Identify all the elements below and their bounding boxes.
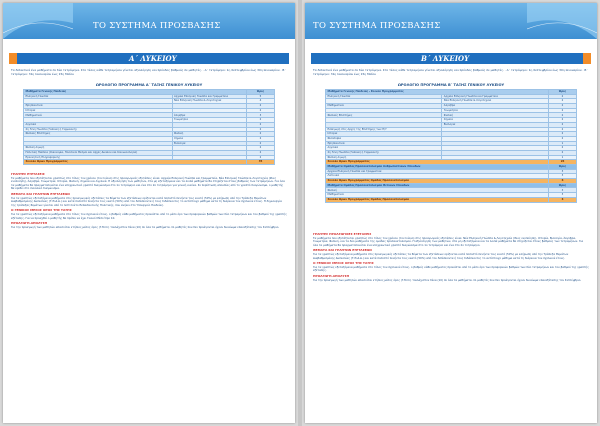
hours-cell: 2 (247, 141, 275, 146)
text-section (11, 209, 287, 220)
hours-cell: Ώρες (247, 90, 275, 95)
section-text: Για τα γραπτώς εξεταζόμενα μαθήματα στο τέλος του σχολικού έτους, ο βαθμός κάθε μαθήματος προκύπτει από το μέσο όρο των προφορικών βαθμών των δύο τετραμήνων και του βαθμού της γραπτής εξέτασης. Για να προαχθεί ο μαθητής θα πρέπει να έχει Γενικό Μέσο Όρο 10. (11, 211, 287, 220)
section-heading: ΓΡΑΠΤΕΣ ΠΡΟΑΓΩΓΙΚΕΣ ΕΞΕΤΑΣΕΙΣ (313, 232, 372, 236)
hours-cell: 2 (549, 150, 577, 155)
subject-cell: Πολιτική Παιδεία (Οικονομία, Πολιτικοί Θεσμοί και Αρχές Δικαίου και Κοινωνιολογία) (24, 150, 173, 155)
subject-cell: Λατινικά (326, 174, 549, 179)
left-header-title: ΤΟ ΣΥΣΤΗΜΑ ΠΡΟΣΒΑΣΗΣ (93, 21, 221, 31)
hours-cell: 2 (549, 104, 577, 109)
subject-cell: Ιστορία (24, 108, 173, 113)
wave-decoration-icon (3, 3, 73, 39)
hours-cell: 2 (549, 99, 577, 104)
hours-cell: 2 (247, 108, 275, 113)
text-section (313, 249, 589, 260)
subject-cell: Φυσικές Επιστήμες (24, 132, 173, 137)
left-header-bar (3, 3, 295, 39)
subject-cell: Θρησκευτικά (326, 141, 442, 146)
hours-cell: 3 (549, 188, 577, 193)
text-section (313, 262, 589, 273)
right-page (305, 3, 597, 423)
orange-tab (9, 53, 17, 64)
subject-cell: Άλγεβρα (172, 113, 246, 118)
subject-cell: Σύνολο Ωρών Προγράμματος (326, 160, 549, 165)
hours-cell: Ώρες (549, 165, 577, 170)
hours-cell: 2 (247, 122, 275, 127)
page-binding (298, 0, 302, 426)
subject-cell: Φυσική (442, 113, 549, 118)
subject-cell: Βιολογία (172, 141, 246, 146)
section-heading: Ο ΓΕΝΙΚΟΣ ΜΕΣΟΣ ΟΡΟΣ ΤΗΣ ΤΑΞΗΣ (11, 208, 72, 213)
section-text: Τα μαθήματα που εξετάζονται γραπτώς στο τέλος του χρόνου (τον Ιούνιο) στις προαγωγικές εξετάσεις είναι: Αρχαία Ελληνική Γλώσσα και Γραμματεία, Νέα Ελληνική Γλώσσα & Λογοτεχνία (Ιδιες ενοποίηση), Άλγεβρα, Γεωμετρία, Ιστορία, Φυσική, Χημεία και Αγγλικά. Η αξιολόγηση των μαθητών, στα μη εξεταζόμενα και τα λοιπά μαθήματα θα στηρίζεται στους βαθμούς των τετραμήνων. Για όλα τα μαθήματα θα πραγματοποιείται ένα υποχρεωτικό γραπτό διαγώνισμα στο 1ο τετράμηνο και ένα στο 2ο τετράμηνο για γενική εικόνα. Σε περίπτωση απουσίας από το γραπτό διαγώνισμα, ο μαθητής θα κριθεί στο συνολικό διαγώνισμα. (11, 175, 285, 191)
section-text: Για τα γραπτώς εξεταζόμενα μαθήματα στο τέλος του σχολικού έτους, ο βαθμός κάθε μαθήματος προκύπτει από το μέσο όρο των προφορικών βαθμών των δύο τετραμήνων και του βαθμού της γραπτής εξέτασης. (313, 264, 589, 273)
subject-cell: Φυσική (172, 132, 246, 137)
hours-cell: 6 (549, 179, 577, 184)
text-section (313, 275, 589, 282)
hours-cell: 3 (549, 174, 577, 179)
text-section (313, 233, 589, 247)
table-total-row (24, 160, 275, 165)
subject-cell: Χημεία (172, 136, 246, 141)
hours-cell: Ώρες (549, 183, 577, 188)
right-program-table (325, 89, 577, 203)
subject-cell: Φυσικές Επιστήμες (326, 113, 442, 118)
subject-cell: Άλγεβρα (442, 104, 549, 109)
subject-cell: Ιστορία (326, 132, 442, 137)
hours-cell: 2 (247, 118, 275, 123)
right-intro: Τα διδακτικά ένα μαθήματα σε δύο τετράμηνα. Στο τέλος κάθε τετραμήνου γίνεται αξιολόγηση και πρόοδος βαθμούς σε μαθητές. · Α΄ τετράμηνο: 1η Σεπτεμβρίου έως 30η Ιανουαρίου · Β΄ τετράμηνο: 31η Ιανουαρίου έως 15η Μαΐου (313, 68, 588, 76)
hours-cell: 1 (549, 141, 577, 146)
subject-cell: Νέα Ελληνική Γλώσσα & Λογοτεχνία (172, 99, 246, 104)
hours-cell: 2 (549, 127, 577, 132)
section-text: Για τα γραπτώς εξεταζόμενα μαθήματα στις προαγωγικές εξετάσεις τα θέματα των εξετάσεων ορίζονται κατά ποσοστό πενήντα τοις εκατό (50%) με κλήρωση από την Τράπεζα Θεμάτων Διαβαθμισμένης Δυσκολίας (Τ.Θ.Δ.Δ.) και κατά ποσοστό πενήντα τοις εκατό (50%) από τον διδάσκοντα ή τους διδάσκοντες το αντίστοιχο μάθημα κατά τη διάρκεια του σχολικού έτους. (313, 251, 569, 260)
section-text: Για την προαγωγή των μαθητών απαιτείται ετήσιος μέσος όρος (Γ.Μ.Ο.) τουλάχιστον δέκα (10) σε όλα τα μαθήματα. Οι μαθητές που δεν προάγονται έχουν δικαίωμα επανεξέτασης τον Σεπτέμβριο. (313, 277, 582, 282)
subject-cell: Σύνολο Ωρών Προγράμματος (24, 160, 247, 165)
subject-cell: Αρχαία Ελληνική Γλώσσα και Γραμματεία (326, 169, 549, 174)
subject-cell: Μαθηματικά (326, 104, 442, 109)
hours-cell: 2 (549, 94, 577, 99)
subject-cell: Σύνολο Ωρών Προγράμματος Ομάδας Προσανατολισμού (326, 179, 549, 184)
subject-cell: Αρχαία Ελληνική Γλώσσα και Γραμματεία (442, 94, 549, 99)
subject-cell: Μαθηματικά (24, 113, 173, 118)
left-sections (11, 173, 287, 231)
right-header-title: ΤΟ ΣΥΣΤΗΜΑ ΠΡΟΣΒΑΣΗΣ (313, 21, 441, 31)
left-intro: Τα διδακτικά ένα μαθήματα σε δύο τετράμηνα. Στο τέλος κάθε τετραμήνου γίνεται αξιολόγηση και πρόοδος βαθμούς σε μαθητές. · Α΄ τετράμηνο: 1η Σεπτεμβρίου έως 30η Ιανουαρίου · Β΄ τετράμηνο: 31η Ιανουαρίου έως 15η Μαΐου (11, 68, 286, 76)
subject-cell: Γεωμετρία (442, 108, 549, 113)
text-section (11, 222, 287, 229)
section-heading: ΘΕΜΑΤΑ ΚΑΙ ΓΡΑΠΤΩΝ ΕΞΕΤΑΣΕΩΝ (11, 191, 70, 196)
right-header-bar (305, 3, 597, 39)
hours-cell: Ώρες (549, 90, 577, 95)
hours-cell: 2 (549, 136, 577, 141)
orange-tab (583, 53, 591, 64)
subject-cell: Ελληνική Γλώσσα (24, 94, 173, 99)
section-heading: ΠΡΟΑΓΩΓΗ-ΑΠΟΛΥΣΗ (313, 273, 350, 278)
subject-cell: Φυσική Αγωγή (24, 146, 173, 151)
right-sections (313, 233, 589, 284)
hours-cell: 2 (247, 155, 275, 160)
text-section (11, 173, 287, 191)
hours-cell: 6 (549, 197, 577, 202)
left-page-title: Α΄ ΛΥΚΕΙΟΥ (129, 54, 177, 63)
section-heading: Ο ΓΕΝΙΚΟΣ ΜΕΣΟΣ ΟΡΟΣ ΤΗΣ ΤΑΞΗΣ (313, 261, 374, 266)
left-page (3, 3, 295, 423)
right-page-title: Β΄ ΛΥΚΕΙΟΥ (421, 54, 470, 63)
subject-cell: Γεωμετρία (172, 118, 246, 123)
subject-cell: Βιολογία (442, 122, 549, 127)
hours-cell: 1 (549, 155, 577, 160)
left-page-title-bar (9, 53, 289, 64)
subject-cell: Φιλοσοφία (326, 136, 442, 141)
hours-cell: 2 (247, 104, 275, 109)
section-heading: ΓΡΑΠΤΕΣ ΕΞΕΤΑΣΕΙΣ (11, 172, 45, 176)
hours-cell: 2 (247, 127, 275, 132)
right-program-title: ΩΡΟΛΟΓΙΟ ΠΡΟΓΡΑΜΜΑ Β΄ ΤΑΞΗΣ ΓΕΝΙΚΟΥ ΛΥΚΕΙΟΥ (397, 83, 505, 87)
section-heading: ΘΕΜΑΤΑ ΚΑΙ ΓΡΑΠΤΩΝ ΕΞΕΤΑΣΕΩΝ (313, 248, 372, 253)
wave-decoration-icon (527, 3, 597, 39)
subject-cell: Μαθήματα Ομάδας Προσανατολισμού Θετικών Σπουδών (326, 183, 549, 188)
subject-cell: Μαθήματα Γενικής Παιδείας - Κοινού Προγράμματος (326, 90, 549, 95)
subject-cell: 2η Ξένη Γλώσσα (Γαλλική ή Γερμανική) (326, 150, 442, 155)
hours-cell: 2 (247, 150, 275, 155)
left-program-title: ΩΡΟΛΟΓΙΟ ΠΡΟΓΡΑΜΜΑ Α΄ ΤΑΞΗΣ ΓΕΝΙΚΟΥ ΛΥΚΕΙΟΥ (95, 83, 203, 87)
subject-cell: Μαθηματικά (326, 193, 549, 198)
subject-cell: Θρησκευτικά (24, 104, 173, 109)
subject-cell: Φυσική Αγωγή (326, 155, 442, 160)
section-heading: ΠΡΟΑΓΩΓΗ-ΑΠΟΛΥΣΗ (11, 221, 48, 226)
subject-cell: Μαθήματα Γενικής Παιδείας (24, 90, 247, 95)
hours-cell: 2 (549, 113, 577, 118)
hours-cell: 2 (247, 146, 275, 151)
subject-cell: Φυσική (326, 188, 549, 193)
section-text: Για τα γραπτώς εξεταζόμενα μαθήματα στις προαγωγικές εξετάσεις τα θέματα των εξετάσεων ορίζονται κατά ποσοστό πενήντα τοις εκατό (50%) με κλήρωση από την Τράπεζα Θεμάτων Διαβαθμισμένης Δυσκολίας (Τ.Θ.Δ.Δ.) και κατά ποσοστό πενήντα τοις εκατό (50%) από τον διδάσκοντα ή τους διδάσκοντες το αντίστοιχο μάθημα κατά τη διάρκεια του σχολικού έτους. Η δημιουργία της τράπεζας θεμάτων γίνεται από το Ινστιτούτο Εκπαιδευτικής Πολιτικής, που ανήκει στο Υπουργείο Παιδείας. (11, 195, 282, 207)
subject-cell: Εισαγωγή στις Αρχές της Επιστήμης των Η/Υ (326, 127, 442, 132)
subject-cell: Αγγλικά (326, 146, 442, 151)
hours-cell: 35 (247, 160, 275, 165)
hours-cell: 2 (247, 132, 275, 137)
section-text: Για την προαγωγή των μαθητών απαιτείται ετήσιος μέσος όρος (Γ.Μ.Ο.) τουλάχιστον δέκα (10) σε όλα τα μαθήματα. Οι μαθητές που δεν προάγονται έχουν δικαίωμα επανεξέτασης τον Σεπτέμβριο. (11, 224, 280, 229)
subject-cell: 2η Ξένη Γλώσσα (Γαλλική ή Γερμανική) (24, 127, 173, 132)
subject-cell: Αρχαία Ελληνική Γλώσσα και Γραμματεία (172, 94, 246, 99)
hours-cell: 2 (549, 132, 577, 137)
hours-cell: 3 (247, 113, 275, 118)
hours-cell: 4 (247, 99, 275, 104)
hours-cell: 2 (247, 136, 275, 141)
subject-cell: Σύνολο Ωρών Προγράμματος Ομάδας Προσανατολισμού (326, 197, 549, 202)
subject-cell: Μαθήματα Ομάδας Προσανατολισμού Ανθρωπιστικών Σπουδών (326, 165, 549, 170)
subject-cell: Νέα Ελληνική Γλώσσα & Λογοτεχνία (442, 99, 549, 104)
hours-cell: 2 (549, 118, 577, 123)
hours-cell: 3 (549, 193, 577, 198)
left-program-table (23, 89, 275, 165)
hours-cell: 26 (549, 160, 577, 165)
subject-cell: Χημεία (442, 118, 549, 123)
subject-cell: Αγγλικά (24, 122, 173, 127)
subject-cell: Ερευνητική Πληροφορικής (24, 155, 173, 160)
text-section (11, 193, 287, 207)
group-total-row (326, 197, 577, 202)
right-page-title-bar (311, 53, 591, 64)
hours-cell: 3 (549, 169, 577, 174)
hours-cell: 2 (549, 108, 577, 113)
hours-cell: 2 (549, 122, 577, 127)
section-text: Τα μαθήματα που εξετάζονται γραπτώς στο τέλος του χρόνου (τον Ιούνιο) στις προαγωγικές εξετάσεις είναι: Νέα Ελληνική Γλώσσα & Λογοτεχνία (Ιδιες ενοποίηση), Ιστορία, Βιολογία, Άλγεβρα, Γεωμετρία, Φυσική, και τα δύο μαθήματα της ομάδας προσανατολισμού. Η αξιολόγηση των μαθητών, στα μη εξεταζόμενα και τα λοιπά μαθήματα θα στηρίζεται στους βαθμούς των τετραμήνων. Για όλα τα μαθήματα θα πραγματοποιείται ένα υποχρεωτικό γραπτό διαγώνισμα στο 1ο τετράμηνο και ένα στο 2ο τετράμηνο. (313, 235, 584, 247)
subject-cell: Ελληνική Γλώσσα (326, 94, 442, 99)
hours-cell: 2 (549, 146, 577, 151)
hours-cell: 5 (247, 94, 275, 99)
